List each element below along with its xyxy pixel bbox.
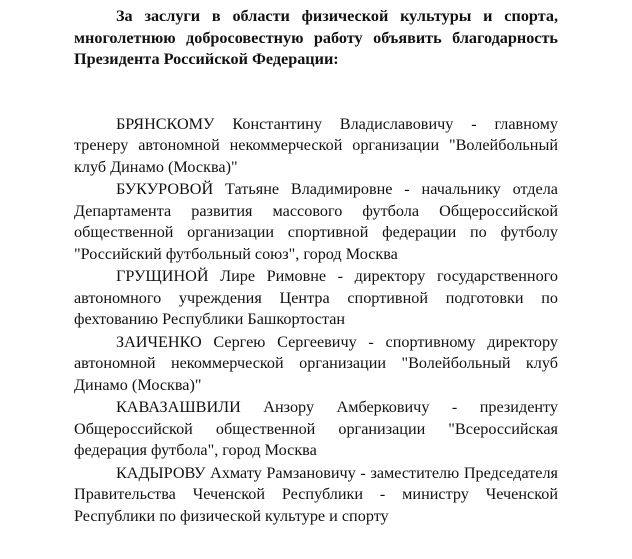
awardee-list [74, 114, 558, 528]
awardee-entry: ЗАИЧЕНКО Сергею Сергеевичу - спортивному директору автономной некоммерческой организации "Волейбольный клуб Динамо (Москва)" [74, 332, 558, 394]
awardee-entry: БРЯНСКОМУ Константину Владиславовичу - главному тренеру автономной некоммерческой организации "Волейбольный клуб Динамо (Москва)" [74, 114, 558, 176]
awardee-entry: КАВАЗАШВИЛИ Анзору Амберковичу - президенту Общероссийской общественной организации "Всероссийская федерация футбола", город Москва [74, 398, 558, 459]
decree-heading: За заслуги в области физической культуры и спорта, многолетнюю добросовестную работу объявить благодарность Президента Российской Федерации: [74, 7, 558, 68]
awardee-entry: БУКУРОВОЙ Татьяне Владимировне - начальнику отдела Департамента развития массового футбола Общероссийской общественной организации спортивной федерации по футболу "Российский футбольный союз", город Москва [74, 180, 558, 263]
document-page [74, 6, 558, 528]
awardee-entry: ГРУЩИНОЙ Лире Римовне - директору государственного автономного учреждения Центра спортивной подготовки по фехтованию Республики Башкортостан [74, 267, 558, 328]
awardee-entry: КАДЫРОВУ Ахмату Рамзановичу - заместителю Председателя Правительства Чеченской Республики - министру Чеченской Республики по физической культуре и спорту [74, 463, 558, 525]
